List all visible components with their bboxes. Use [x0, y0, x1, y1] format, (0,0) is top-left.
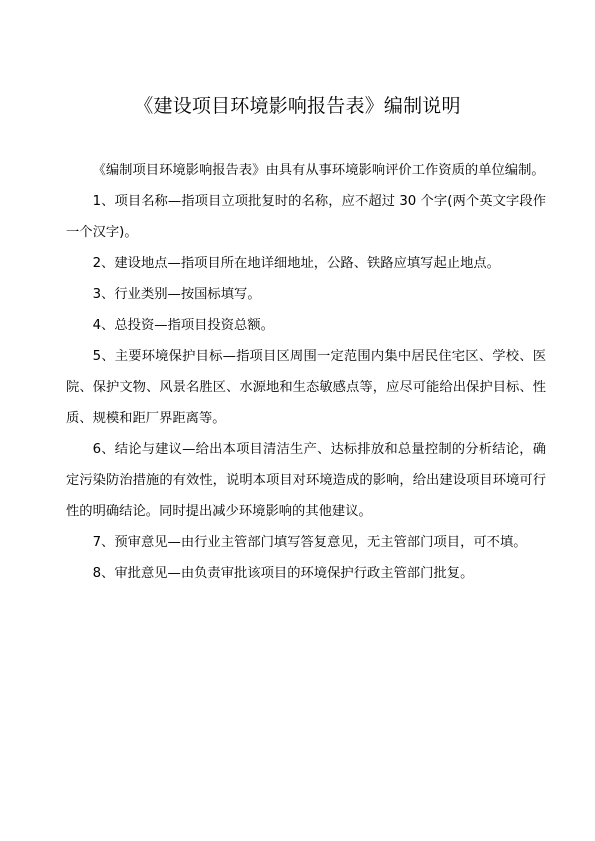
paragraph-item-3: 3、行业类别—按国标填写。	[92, 287, 261, 302]
paragraph-item-7: 7、预审意见—由行业主管部门填写答复意见，无主管部门项目，可不填。	[92, 535, 527, 550]
document-body	[66, 155, 546, 589]
paragraph-item-4: 4、总投资—指项目投资总额。	[92, 318, 274, 333]
paragraph-item-8: 8、审批意见—由负责审批该项目的环境保护行政主管部门批复。	[92, 566, 474, 581]
paragraph-intro: 《编制项目环境影响报告表》由具有从事环境影响评价工作资质的单位编制。	[92, 163, 545, 178]
paragraph-item-1: 1、项目名称—指项目立项批复时的名称，应不超过 30 个字(两个英文字段作一个汉字)。	[66, 194, 546, 240]
paragraph-item-5: 5、主要环境保护目标—指项目区周围一定范围内集中居民住宅区、学校、医院、保护文物、风景名胜区、水源地和生态敏感点等，应尽可能给出保护目标、性质、规模和距厂界距离等。	[66, 349, 546, 426]
paragraph-item-6: 6、结论与建议—给出本项目清洁生产、达标排放和总量控制的分析结论，确定污染防治措施的有效性，说明本项目对环境造成的影响，给出建设项目环境可行性的明确结论。同时提出减少环境影响的其他建议。	[66, 442, 546, 519]
paragraph-item-2: 2、建设地点—指项目所在地详细地址，公路、铁路应填写起止地点。	[92, 256, 500, 271]
document-title: 《建设项目环境影响报告表》编制说明	[134, 95, 461, 117]
